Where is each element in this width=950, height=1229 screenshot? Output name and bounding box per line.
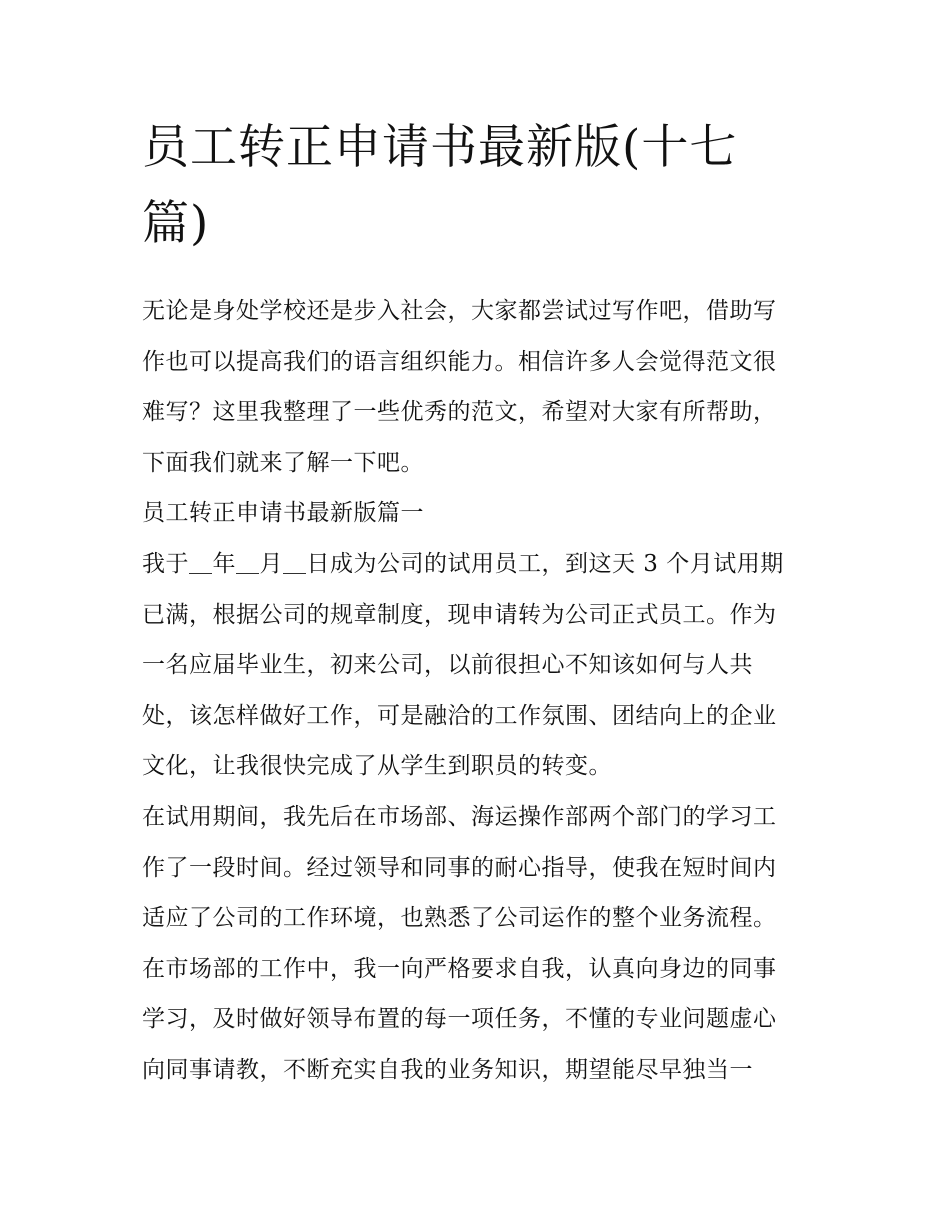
text-line: 在试用期间，我先后在市场部、海运操作部两个部门的学习工 [142,803,777,830]
text-line: 作也可以提高我们的语言组织能力。相信许多人会觉得范文很 [142,348,777,375]
text-line: 向同事请教，不断充实自我的业务知识，期望能尽早独当一 [142,1056,753,1083]
text-line: 适应了公司的工作环境，也熟悉了公司运作的整个业务流程。 [142,905,777,932]
text-line: 学习，及时做好领导布置的每一项任务，不懂的专业问题虚心 [142,1006,777,1033]
text-line: 作了一段时间。经过领导和同事的耐心指导，使我在短时间内 [142,854,777,881]
section-heading: 员工转正申请书最新版篇一 [142,500,424,527]
text-line: 无论是身处学校还是步入社会，大家都尝试过写作吧，借助写 [142,298,777,324]
document-body [142,286,814,1096]
text-line: 在市场部的工作中，我一向严格要求自我，认真向身边的同事 [142,955,777,982]
text-line: 难写？这里我整理了一些优秀的范文，希望对大家有所帮助， [142,399,777,426]
document-page [142,110,814,1096]
text-line: 下面我们就来了解一下吧。 [142,449,424,476]
text-line: 我于＿年＿月＿日成为公司的试用员工，到这天 3 个月试用期 [142,550,784,577]
text-line: 已满，根据公司的规章制度，现申请转为公司正式员工。作为 [142,601,777,628]
text-line: 一名应届毕业生，初来公司，以前很担心不知该如何与人共 [142,652,753,679]
text-line: 处，该怎样做好工作，可是融洽的工作氛围、团结向上的企业 [142,702,777,729]
text-line: 文化，让我很快完成了从学生到职员的转变。 [142,753,612,780]
document-title: 员工转正申请书最新版(十七篇) [142,120,738,251]
